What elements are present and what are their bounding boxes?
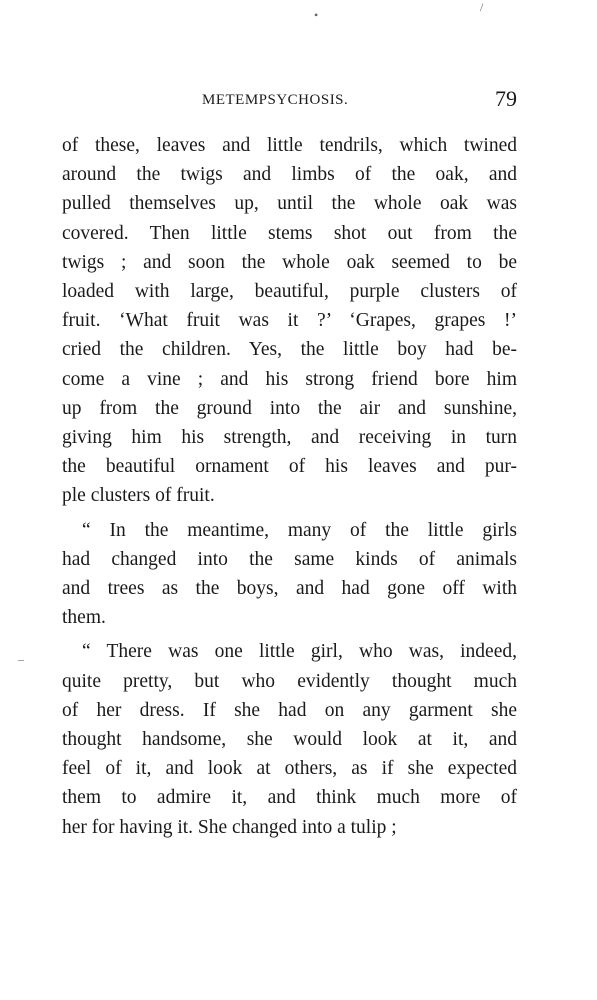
- scan-speck: •: [314, 8, 319, 22]
- text-line: cried the children. Yes, the little boy had be-: [62, 339, 517, 361]
- paragraph: [62, 131, 517, 511]
- text-line: around the twigs and limbs of the oak, and: [62, 164, 517, 186]
- text-line: the beautiful ornament of his leaves and pur-: [62, 456, 517, 478]
- text-line: pulled themselves up, until the whole oak was: [62, 193, 517, 215]
- text-line: them to admire it, and think much more of: [62, 787, 517, 809]
- text-line: giving him his strength, and receiving in turn: [62, 427, 517, 449]
- text-line: of her dress. If she had on any garment she: [62, 699, 517, 721]
- text-line: feel of it, and look at others, as if she expected: [62, 758, 517, 780]
- text-line: up from the ground into the air and sunshine,: [62, 397, 517, 419]
- text-line: ple clusters of fruit.: [62, 485, 215, 507]
- text-line: her for having it. She changed into a tulip ;: [62, 816, 397, 838]
- paragraph: [62, 516, 517, 633]
- text-line: come a vine ; and his strong friend bore him: [62, 368, 517, 390]
- running-head: METEMPSYCHOSIS.: [202, 92, 349, 108]
- scan-dash: –: [18, 652, 24, 666]
- text-line: fruit. ‘What fruit was it ?’ ‘Grapes, grapes !’: [62, 310, 517, 332]
- text-line: them.: [62, 607, 106, 629]
- page-header: [62, 86, 517, 116]
- text-line: thought handsome, she would look at it, and: [62, 729, 517, 751]
- text-line: loaded with large, beautiful, purple clusters of: [62, 281, 517, 303]
- scan-stroke: /: [480, 0, 484, 14]
- text-line: and trees as the boys, and had gone off with: [62, 578, 517, 600]
- text-line: twigs ; and soon the whole oak seemed to be: [62, 251, 517, 273]
- text-line: quite pretty, but who evidently thought much: [62, 670, 517, 692]
- body-text: [62, 131, 517, 842]
- page-number: 79: [495, 86, 517, 111]
- text-line: “ In the meantime, many of the little girls: [82, 519, 517, 541]
- paragraph: [62, 637, 517, 841]
- text-line: of these, leaves and little tendrils, which twined: [62, 135, 517, 156]
- text-line: had changed into the same kinds of animals: [62, 548, 517, 570]
- text-line: “ There was one little girl, who was, indeed,: [82, 641, 517, 663]
- text-line: covered. Then little stems shot out from the: [62, 222, 517, 244]
